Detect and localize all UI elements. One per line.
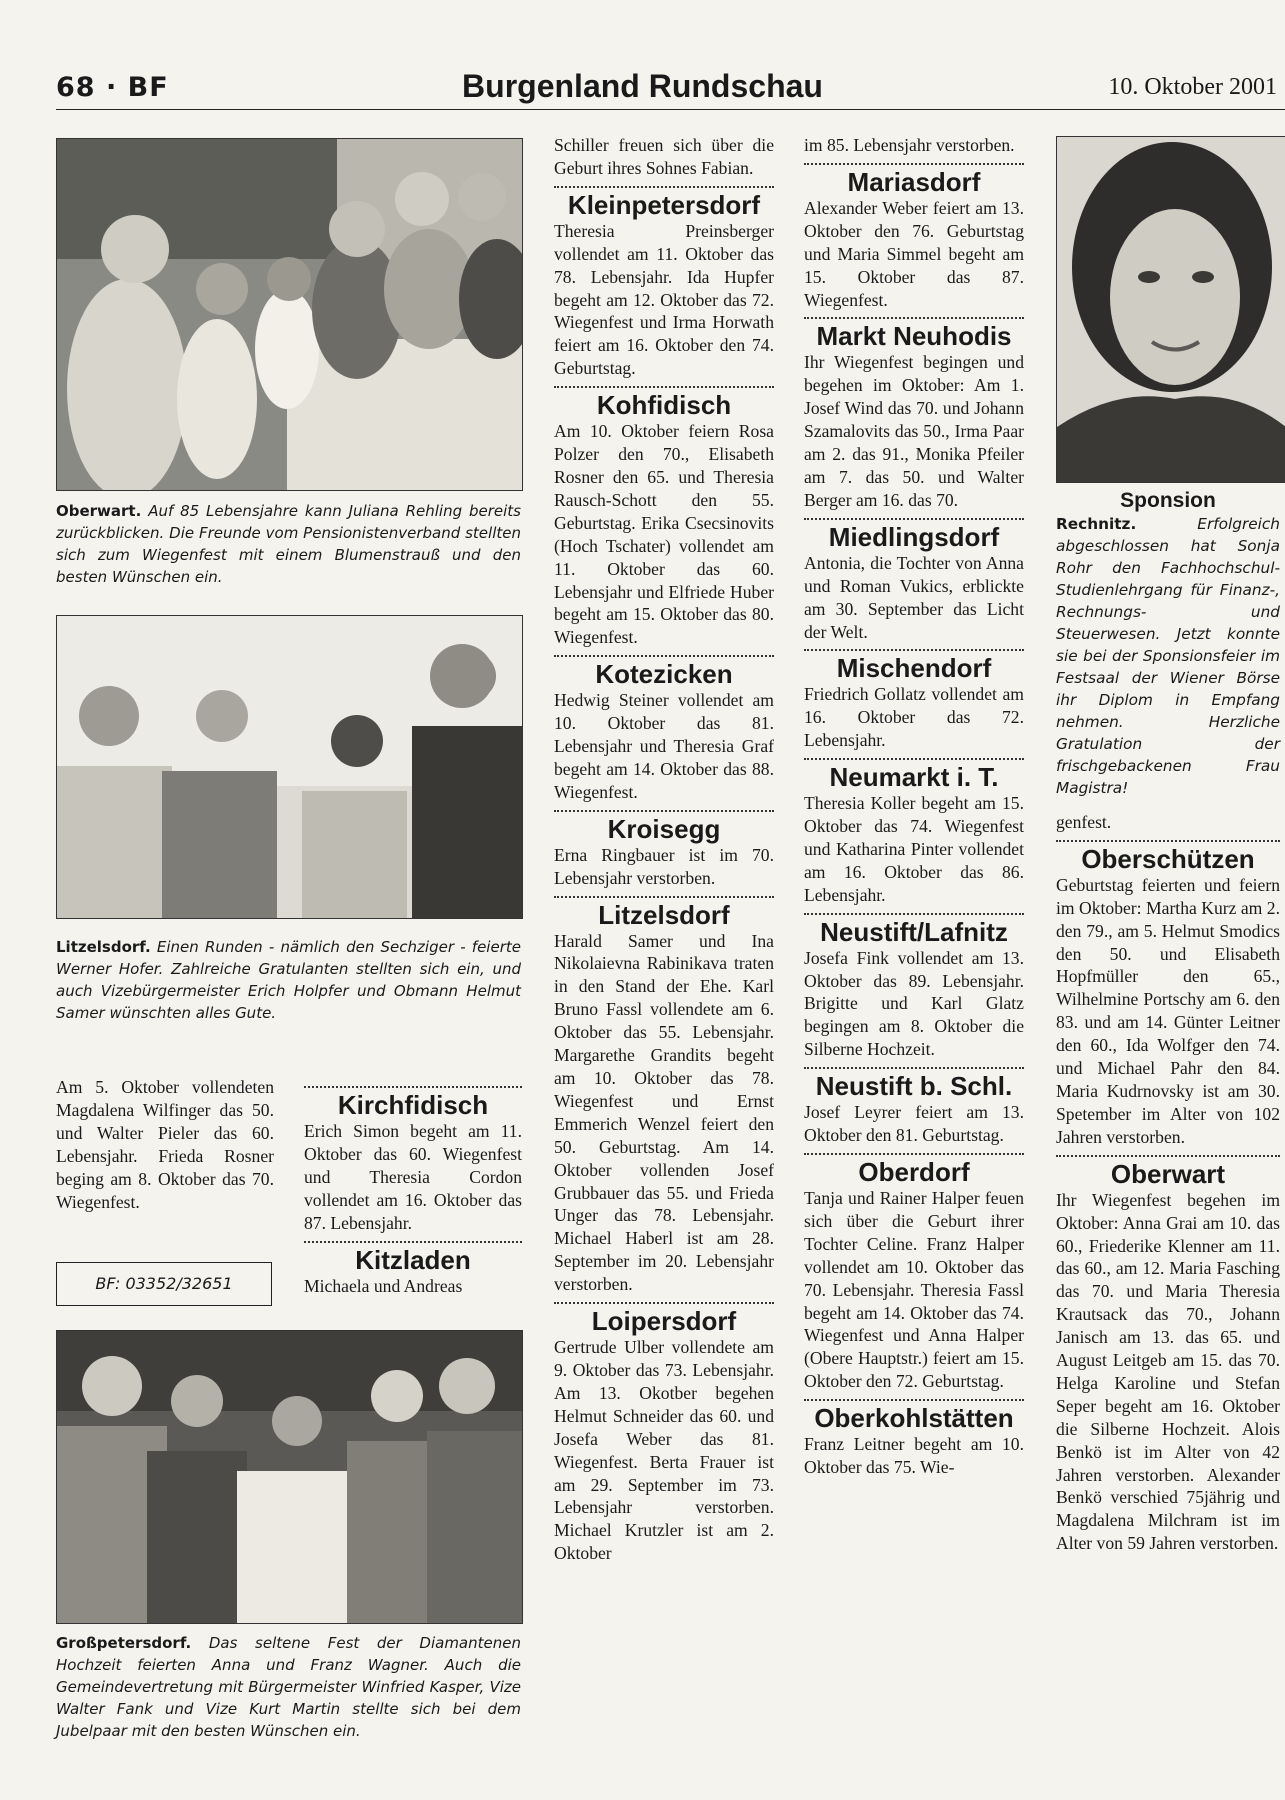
section-heading: Neustift/Lafnitz <box>820 916 1008 947</box>
section-text: genfest. <box>1056 811 1112 832</box>
section-heading: Mischendorf <box>836 653 992 684</box>
section-divider <box>304 1241 522 1243</box>
section-divider <box>804 1153 1024 1155</box>
caption-text: Auf 85 Lebensjahre kann Juliana Rehling bereits zurückblicken. Die Freunde vom Pensionistenverband stellten sich zum Wiegenfest mit einem Blumenstrauß und den besten Wünschen ein. <box>56 502 521 586</box>
article-text: Am 5. Oktober vollendeten Magdalena Wilfinger das 50. und Walter Pieler das 60. Lebensjahr. Frieda Rosner beging am 8. Oktober das 70. Wiegenfest. <box>56 1077 274 1212</box>
caption-litzelsdorf <box>56 936 521 1024</box>
section-text: Ihr Wiegenfest begingen und begehen im Oktober: Am 1. Josef Wind das 70. und Johann Szamalovits das 50., Irma Paar am 2. das 91., Monika Pfeiler am 7. das 50. und Walter Berger am 16. das 70. <box>804 352 1024 510</box>
section-text: Am 10. Oktober feiern Rosa Polzer den 70., Elisabeth Rosner den 65. und Theresia Rausch-Schott den 55. Geburtstag. Erika Csecsinovits (Hoch Tschater) vollendet am 11. Oktober das 60. Lebensjahr und Elfriede Huber begeht am 15. Oktober das 80. Wiegenfest. <box>554 421 774 648</box>
section-text: Tanja und Rainer Halper feuen sich über die Geburt ihrer Tochter Celine. Franz Halper vollendet am 10. Oktober das 70. Lebensjahr. Theresia Fassl begeht am 14. Oktober das 74. Wiegenfest und Anna Halper (Obere Hauptstr.) feiert am 15. Oktober den 72. Geburtstag. <box>804 1188 1024 1392</box>
photo-sponsion-portrait <box>1056 136 1285 483</box>
section-divider <box>1056 840 1280 842</box>
caption-text: Das seltene Fest der Diamantenen Hochzeit feierten Anna und Franz Wagner. Auch die Gemeindevertretung mit Bürgermeister Winfried Kasper, Vize Walter Fank und Vize Kurt Martin stellte sich bei dem Jubelpaar mit den besten Wünschen ein. <box>56 1634 521 1740</box>
section-text: Josefa Fink vollendet am 13. Oktober das 89. Lebensjahr. Brigitte und Karl Glatz begingen am 8. Oktober die Silberne Hochzeit. <box>804 947 1024 1060</box>
section-text: Harald Samer und Ina Nikolaievna Rabinikava traten in den Stand der Ehe. Karl Bruno Fassl vollendete am 6. Oktober das 55. Lebensjahr. Margarethe Grandits begeht am 10. Oktober das 78. Wiegenfest und Ernst Emmerich Wenzel feiert den 50. Geburtstag. Am 14. Oktober vollenden Josef Grubbauer das 55. und Frieda Unger das 78. Lebensjahr. Michael Haberl ist am 28. September im 20. Lebensjahr verstorben. <box>554 930 774 1295</box>
caption-place: Großpetersdorf. <box>56 1634 192 1652</box>
section-heading: Kroisegg <box>607 813 721 844</box>
column-3 <box>554 134 774 1565</box>
column-4 <box>804 134 1024 1479</box>
section-divider <box>804 1399 1024 1401</box>
section-divider <box>1056 1155 1280 1157</box>
photo-litzelsdorf-birthday <box>56 615 523 919</box>
section-text: Geburtstag feierten und feiern im Oktober: Martha Kurz am 2. den 79., am 5. Helmut Smodics den 50. und Elisabeth Hopfmüller den 65., Wilhelmine Portschy am 6. den 83. und am 14. Günter Leitner den 60., Ida Wolfger den 74. und Michael Pahr den 84. Maria Kudrnovsky ist am 30. Spetember im Alter von 102 Jahren verstorben. <box>1056 874 1280 1147</box>
caption-oberwart <box>56 500 521 588</box>
section-divider <box>804 317 1024 319</box>
caption-place: Litzelsdorf. <box>56 938 151 956</box>
section-heading: Oberkohlstätten <box>814 1403 1014 1434</box>
section-text: Erich Simon begeht am 11. Oktober das 60. Wiegenfest und Theresia Cordon vollendet am 16. Oktober das 87. Lebensjahr. <box>304 1121 522 1233</box>
section-divider <box>804 913 1024 915</box>
section-text: Alexander Weber feiert am 13. Oktober den 76. Geburtstag und Maria Simmel begeht am 15. Oktober das 87. Wiegenfest. <box>804 197 1024 310</box>
column-5-body <box>1056 811 1280 1555</box>
section-divider <box>804 518 1024 520</box>
section-divider <box>804 163 1024 165</box>
sponsion-text <box>1056 513 1280 799</box>
section-text: Friedrich Gollatz vollendet am 16. Oktober das 72. Lebensjahr. <box>804 684 1024 751</box>
section-divider <box>554 896 774 898</box>
section-heading: Oberschützen <box>1081 843 1255 874</box>
caption-place: Oberwart. <box>56 502 142 520</box>
section-divider <box>804 649 1024 651</box>
issue-date: 10. Oktober 2001 <box>1108 74 1277 100</box>
section-heading: Miedlingsdorf <box>828 521 1000 552</box>
section-text: Antonia, die Tochter von Anna und Roman Vukics, erblickte am 30. September das Licht der Welt. <box>804 552 1024 642</box>
section-text: Franz Leitner begeht am 10. Oktober das 75. Wie- <box>804 1434 1024 1478</box>
section-text: Michaela und Andreas <box>304 1275 463 1296</box>
header-rule <box>56 109 1285 110</box>
section-heading: Neustift b. Schl. <box>815 1071 1013 1102</box>
section-divider <box>554 655 774 657</box>
photo-oberwart-birthday <box>56 138 523 491</box>
section-heading: Kleinpetersdorf <box>567 189 761 220</box>
column-1-text <box>56 1076 274 1213</box>
section-heading: Oberdorf <box>858 1157 970 1187</box>
section-divider <box>554 186 774 188</box>
section-divider <box>554 810 774 812</box>
section-text: im 85. Lebensjahr verstorben. <box>804 135 1015 155</box>
sponsion-body: Erfolgreich abgeschlossen hat Sonja Rohr den Fachhochschul-Studienlehrgang für Finanz-, Rechnungs- und Steuerwesen. Jetzt konnte sie bei der Sponsionsfeier im Festsaal der Wiener Börse ihr Diplom in Empfang nehmen. Herzliche Gratulation der frischgebackenen Frau Magistra! <box>1056 514 1280 797</box>
section-heading: Oberwart <box>1110 1158 1226 1189</box>
column-5 <box>1056 490 1280 1555</box>
section-heading: Kitzladen <box>355 1244 471 1275</box>
section-divider <box>554 1302 774 1304</box>
section-text: Erna Ringbauer ist im 70. Lebensjahr verstorben. <box>554 844 774 888</box>
section-divider <box>804 1067 1024 1069</box>
section-heading: Kotezicken <box>595 659 733 690</box>
phone-box: BF: 03352/32651 <box>56 1262 272 1306</box>
section-heading: Kirchfidisch <box>337 1090 489 1120</box>
section-divider <box>304 1086 522 1088</box>
section-divider <box>804 758 1024 760</box>
caption-text: Einen Runden - nämlich den Sechziger - feierte Werner Hofer. Zahlreiche Gratulanten stellten sich ein, und auch Vizebürgermeister Erich Holpfer und Obmann Helmut Samer wünschten alles Gute. <box>56 938 521 1022</box>
sponsion-place: Rechnitz. <box>1056 514 1137 533</box>
section-text: Theresia Preinsberger vollendet am 11. Oktober das 78. Lebensjahr. Ida Hupfer begeht am 12. Oktober das 72. Wiegenfest und Irma Horwath feiert am 16. Oktober den 74. Geburtstag. <box>554 220 774 379</box>
section-text: Theresia Koller begeht am 15. Oktober das 74. Wiegenfest und Katharina Pinter vollendet am 16. Oktober das 86. Lebensjahr. <box>804 793 1024 905</box>
section-heading: Markt Neuhodis <box>816 321 1012 352</box>
section-heading: Mariasdorf <box>847 166 981 197</box>
section-text: Gertrude Ulber vollendete am 9. Oktober das 73. Lebensjahr. Am 13. Okotber begehen Helmut Schneider das 60. und Josefa Weber das 81. Wiegenfest. Berta Frauer ist am 29. September im 73. Lebensjahr verstorben. Michael Krutzler ist am 2. Oktober <box>554 1337 774 1564</box>
section-text: Ihr Wiegenfest begehen im Oktober: Anna Grai am 10. das 60., Friederike Klenner am 11. das 60., am 12. Maria Fasching das 70. und Maria Theresia Krautsack das 70., Johann Janisch am 13. das 65. und August Leitgeb am 15. das 70. Helga Karoline und Stefan Seper begeht am 16. Oktober die Silberne Hochzeit. Alois Benkö ist im Alter von 42 Jahren verstorben. Alexander Benkö verschied 75jährig und Magdalena Milchram ist im Alter von 59 Jahren verstorben. <box>1056 1189 1280 1554</box>
section-text: Josef Leyrer feiert am 13. Oktober den 81. Geburtstag. <box>804 1102 1024 1146</box>
section-heading: Neumarkt i. T. <box>829 762 999 793</box>
section-heading: Loipersdorf <box>591 1306 737 1337</box>
page-number: 68 · BF <box>56 72 169 103</box>
section-text: Hedwig Steiner vollendet am 10. Oktober das 81. Lebensjahr und Theresia Graf begeht am 14. Oktober das 88. Wiegenfest. <box>554 690 774 802</box>
section-text: Schiller freuen sich über die Geburt ihres Sohnes Fabian. <box>554 135 774 178</box>
section-heading: Litzelsdorf <box>598 899 730 930</box>
newspaper-title: Burgenland Rundschau <box>462 68 823 104</box>
column-2 <box>304 1080 522 1297</box>
caption-grosspetersdorf <box>56 1632 521 1742</box>
section-divider <box>554 386 774 388</box>
sponsion-heading: Sponsion <box>1120 489 1216 512</box>
section-heading: Kohfidisch <box>596 390 732 421</box>
photo-grosspetersdorf-anniversary <box>56 1330 523 1624</box>
